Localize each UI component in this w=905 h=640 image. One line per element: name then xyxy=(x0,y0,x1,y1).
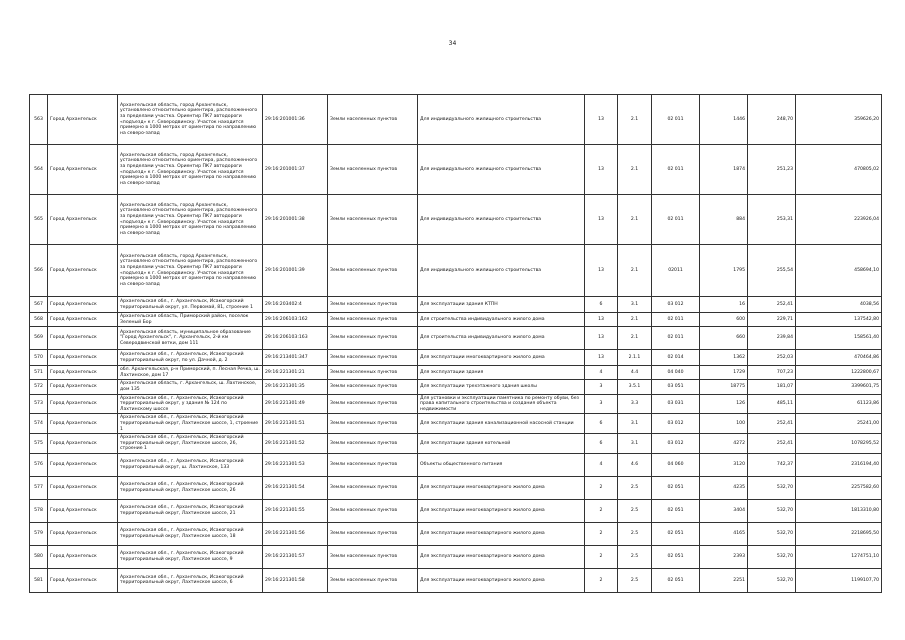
group-cell: 4 xyxy=(585,453,618,476)
district-cell: Город Архангельск xyxy=(48,327,118,350)
group-cell: 4 xyxy=(585,366,618,380)
permitted-use-cell: Для индивидуального жилищного строительства xyxy=(418,145,585,195)
cadastral-number-cell: 29:16:221301:35 xyxy=(263,380,328,394)
table-row xyxy=(30,145,882,195)
table-row xyxy=(30,414,882,434)
rate-cell: 253,31 xyxy=(748,195,796,245)
rate-cell: 485,11 xyxy=(748,394,796,414)
group-cell: 13 xyxy=(585,245,618,297)
rate-cell: 532,70 xyxy=(748,499,796,522)
area-cell: 18775 xyxy=(700,380,748,394)
area-cell: 16 xyxy=(700,297,748,313)
cadastral-number-cell: 29:16:201001:38 xyxy=(263,195,328,245)
rate-cell: 532,70 xyxy=(748,522,796,545)
permitted-use-cell: Для эксплуатации многоквартирного жилого дома xyxy=(418,568,585,592)
code-cell: 2.5 xyxy=(618,476,652,499)
code-cell: 3.1 xyxy=(618,297,652,313)
code-cell: 2.5 xyxy=(618,522,652,545)
cadastral-number-cell: 29:16:221301:51 xyxy=(263,414,328,434)
table-row xyxy=(30,380,882,394)
land-category-cell: Земли населенных пунктов xyxy=(328,313,418,327)
zone-cell: 02 051 xyxy=(652,499,700,522)
address-cell: Архангельская обл., г. Архангельск, Исакогорский территориальный округ, Лахтинское шоссе, 26 xyxy=(118,476,263,499)
zone-cell: 03 012 xyxy=(652,297,700,313)
address-cell: Архангельская обл., г. Архангельск, Исакогорский территориальный округ, Лахтинское шоссе, 26, строение 1 xyxy=(118,434,263,454)
table-row xyxy=(30,366,882,380)
district-cell: Город Архангельск xyxy=(48,476,118,499)
row-number: 572 xyxy=(30,380,48,394)
group-cell: 2 xyxy=(585,499,618,522)
cadastral-value-cell: 359626,20 xyxy=(796,95,882,145)
land-category-cell: Земли населенных пунктов xyxy=(328,568,418,592)
district-cell: Город Архангельск xyxy=(48,350,118,366)
cadastral-number-cell: 29:16:206103:163 xyxy=(263,327,328,350)
cadastral-number-cell: 29:16:201001:39 xyxy=(263,245,328,297)
permitted-use-cell: Для эксплуатации здания КТПН xyxy=(418,297,585,313)
table-row xyxy=(30,434,882,454)
area-cell: 4272 xyxy=(700,434,748,454)
area-cell: 600 xyxy=(700,313,748,327)
address-cell: Архангельская обл., г. Архангельск, Исакогорский территориальный округ, Лахтинское шоссе, 6 xyxy=(118,568,263,592)
district-cell: Город Архангельск xyxy=(48,499,118,522)
table-row xyxy=(30,476,882,499)
row-number: 567 xyxy=(30,297,48,313)
row-number: 574 xyxy=(30,414,48,434)
cadastral-value-cell: 470464,86 xyxy=(796,350,882,366)
zone-cell: 04 060 xyxy=(652,453,700,476)
cadastral-table xyxy=(29,94,882,593)
cadastral-number-cell: 29:16:206103:162 xyxy=(263,313,328,327)
district-cell: Город Архангельск xyxy=(48,434,118,454)
cadastral-number-cell: 29:16:221301:49 xyxy=(263,394,328,414)
land-category-cell: Земли населенных пунктов xyxy=(328,350,418,366)
cadastral-value-cell: 2316194,40 xyxy=(796,453,882,476)
group-cell: 3 xyxy=(585,394,618,414)
row-number: 569 xyxy=(30,327,48,350)
zone-cell: 03 031 xyxy=(652,394,700,414)
row-number: 571 xyxy=(30,366,48,380)
district-cell: Город Архангельск xyxy=(48,245,118,297)
district-cell: Город Архангельск xyxy=(48,195,118,245)
rate-cell: 252,41 xyxy=(748,297,796,313)
code-cell: 2.1 xyxy=(618,327,652,350)
zone-cell: 04 040 xyxy=(652,366,700,380)
area-cell: 1362 xyxy=(700,350,748,366)
permitted-use-cell: Для эксплуатации многоквартирного жилого дома xyxy=(418,350,585,366)
district-cell: Город Архангельск xyxy=(48,453,118,476)
code-cell: 3.5.1 xyxy=(618,380,652,394)
address-cell: Архангельская область, г. Архангельск, ш. Лахтинское, дом 135 xyxy=(118,380,263,394)
cadastral-value-cell: 2257582,60 xyxy=(796,476,882,499)
area-cell: 1874 xyxy=(700,145,748,195)
row-number: 566 xyxy=(30,245,48,297)
rate-cell: 252,03 xyxy=(748,350,796,366)
district-cell: Город Архангельск xyxy=(48,297,118,313)
code-cell: 2.5 xyxy=(618,545,652,568)
cadastral-value-cell: 1078295,52 xyxy=(796,434,882,454)
land-category-cell: Земли населенных пунктов xyxy=(328,453,418,476)
permitted-use-cell: Для эксплуатации здания xyxy=(418,366,585,380)
land-category-cell: Земли населенных пунктов xyxy=(328,380,418,394)
land-category-cell: Земли населенных пунктов xyxy=(328,545,418,568)
group-cell: 13 xyxy=(585,313,618,327)
code-cell: 2.1 xyxy=(618,195,652,245)
rate-cell: 252,41 xyxy=(748,414,796,434)
area-cell: 1795 xyxy=(700,245,748,297)
cadastral-value-cell: 158561,40 xyxy=(796,327,882,350)
land-category-cell: Земли населенных пунктов xyxy=(328,394,418,414)
land-category-cell: Земли населенных пунктов xyxy=(328,414,418,434)
group-cell: 6 xyxy=(585,434,618,454)
cadastral-number-cell: 29:16:221301:58 xyxy=(263,568,328,592)
cadastral-value-cell: 4038,56 xyxy=(796,297,882,313)
district-cell: Город Архангельск xyxy=(48,522,118,545)
area-cell: 3404 xyxy=(700,499,748,522)
zone-cell: 02 051 xyxy=(652,522,700,545)
address-cell: Архангельская область, город Архангельск, установлено относительно ориентира, расположенного за пределами участка. Ориентир ПК7 автодороги «подъезд» к г. Северодвинску. Участок находится примерно в 1000 метрах от ориентира по направлению на северо-запад xyxy=(118,145,263,195)
address-cell: Архангельская обл., г. Архангельск, Исакогорский территориальный округ, Лахтинское шоссе, 18 xyxy=(118,522,263,545)
row-number: 578 xyxy=(30,499,48,522)
cadastral-number-cell: 29:16:221301:54 xyxy=(263,476,328,499)
group-cell: 2 xyxy=(585,522,618,545)
land-category-cell: Земли населенных пунктов xyxy=(328,195,418,245)
table-row xyxy=(30,297,882,313)
rate-cell: 229,71 xyxy=(748,313,796,327)
table-body xyxy=(30,95,882,593)
permitted-use-cell: Для индивидуального жилищного строительства xyxy=(418,245,585,297)
code-cell: 2.5 xyxy=(618,499,652,522)
address-cell: Архангельская обл., г. Архангельск, Исакогорский территориальный округ, у здания № 124 по Лахтинскому шоссе xyxy=(118,394,263,414)
permitted-use-cell: Для индивидуального жилищного строительства xyxy=(418,95,585,145)
code-cell: 2.1 xyxy=(618,95,652,145)
land-category-cell: Земли населенных пунктов xyxy=(328,522,418,545)
code-cell: 2.1 xyxy=(618,313,652,327)
rate-cell: 248,70 xyxy=(748,95,796,145)
district-cell: Город Архангельск xyxy=(48,568,118,592)
land-category-cell: Земли населенных пунктов xyxy=(328,434,418,454)
group-cell: 13 xyxy=(585,195,618,245)
district-cell: Город Архангельск xyxy=(48,145,118,195)
cadastral-value-cell: 2218695,50 xyxy=(796,522,882,545)
cadastral-value-cell: 1813310,80 xyxy=(796,499,882,522)
cadastral-number-cell: 29:16:221301:57 xyxy=(263,545,328,568)
zone-cell: 02 051 xyxy=(652,568,700,592)
area-cell: 4165 xyxy=(700,522,748,545)
zone-cell: 02 011 xyxy=(652,145,700,195)
area-cell: 3120 xyxy=(700,453,748,476)
zone-cell: 02 011 xyxy=(652,95,700,145)
permitted-use-cell: Для эксплуатации многоквартирного жилого дома xyxy=(418,476,585,499)
group-cell: 2 xyxy=(585,568,618,592)
group-cell: 13 xyxy=(585,145,618,195)
zone-cell: 02 051 xyxy=(652,545,700,568)
cadastral-number-cell: 29:16:221301:53 xyxy=(263,453,328,476)
address-cell: Архангельская обл., г. Архангельск, Исакогорский территориальный округ, Лахтинское шоссе, 21 xyxy=(118,499,263,522)
code-cell: 3.1 xyxy=(618,414,652,434)
zone-cell: 02 011 xyxy=(652,327,700,350)
row-number: 579 xyxy=(30,522,48,545)
row-number: 581 xyxy=(30,568,48,592)
district-cell: Город Архангельск xyxy=(48,380,118,394)
group-cell: 13 xyxy=(585,350,618,366)
zone-cell: 03 051 xyxy=(652,380,700,394)
cadastral-value-cell: 137542,80 xyxy=(796,313,882,327)
zone-cell: 02011 xyxy=(652,245,700,297)
permitted-use-cell: Для строительства индивидуального жилого дома xyxy=(418,327,585,350)
rate-cell: 707,23 xyxy=(748,366,796,380)
cadastral-number-cell: 29:16:221301:55 xyxy=(263,499,328,522)
cadastral-value-cell: 1274751,10 xyxy=(796,545,882,568)
row-number: 570 xyxy=(30,350,48,366)
land-category-cell: Земли населенных пунктов xyxy=(328,297,418,313)
row-number: 565 xyxy=(30,195,48,245)
table-row xyxy=(30,245,882,297)
rate-cell: 532,70 xyxy=(748,545,796,568)
row-number: 564 xyxy=(30,145,48,195)
cadastral-value-cell: 470805,02 xyxy=(796,145,882,195)
table-row xyxy=(30,522,882,545)
cadastral-value-cell: 223926,04 xyxy=(796,195,882,245)
district-cell: Город Архангельск xyxy=(48,545,118,568)
page-number: 34 xyxy=(448,40,457,47)
cadastral-number-cell: 29:16:213401:347 xyxy=(263,350,328,366)
table-row xyxy=(30,453,882,476)
area-cell: 660 xyxy=(700,327,748,350)
cadastral-number-cell: 29:16:221301:56 xyxy=(263,522,328,545)
row-number: 577 xyxy=(30,476,48,499)
district-cell: Город Архангельск xyxy=(48,313,118,327)
address-cell: Архангельская область, город Архангельск, установлено относительно ориентира, расположенного за пределами участка. Ориентир ПК7 автодороги «подъезд» к г. Северодвинску. Участок находится примерно в 1000 метрах от ориентира по направлению на северо-запад xyxy=(118,245,263,297)
cadastral-value-cell: 25241,00 xyxy=(796,414,882,434)
cadastral-value-cell: 61123,86 xyxy=(796,394,882,414)
row-number: 563 xyxy=(30,95,48,145)
zone-cell: 02 014 xyxy=(652,350,700,366)
area-cell: 884 xyxy=(700,195,748,245)
land-category-cell: Земли населенных пунктов xyxy=(328,245,418,297)
rate-cell: 255,54 xyxy=(748,245,796,297)
permitted-use-cell: Для эксплуатации здания котельной xyxy=(418,434,585,454)
table-row xyxy=(30,568,882,592)
row-number: 576 xyxy=(30,453,48,476)
group-cell: 13 xyxy=(585,327,618,350)
row-number: 573 xyxy=(30,394,48,414)
rate-cell: 251,23 xyxy=(748,145,796,195)
rate-cell: 742,37 xyxy=(748,453,796,476)
cadastral-value-cell: 458694,10 xyxy=(796,245,882,297)
cadastral-value-cell: 1222800,67 xyxy=(796,366,882,380)
row-number: 580 xyxy=(30,545,48,568)
permitted-use-cell: Для эксплуатации трехэтажного здания школы xyxy=(418,380,585,394)
land-category-cell: Земли населенных пунктов xyxy=(328,476,418,499)
zone-cell: 03 012 xyxy=(652,434,700,454)
permitted-use-cell: Объекты общественного питания xyxy=(418,453,585,476)
table-row xyxy=(30,327,882,350)
code-cell: 2.1.1 xyxy=(618,350,652,366)
land-category-cell: Земли населенных пунктов xyxy=(328,327,418,350)
cadastral-number-cell: 29:16:221301:52 xyxy=(263,434,328,454)
permitted-use-cell: Для эксплуатации многоквартирного жилого дома xyxy=(418,499,585,522)
area-cell: 4235 xyxy=(700,476,748,499)
table-row xyxy=(30,195,882,245)
address-cell: Архангельская обл., г. Архангельск, Исакогорский территориальный округ, Лахтинское шоссе, 9 xyxy=(118,545,263,568)
district-cell: Город Архангельск xyxy=(48,394,118,414)
group-cell: 6 xyxy=(585,297,618,313)
cadastral-number-cell: 29:16:201001:36 xyxy=(263,95,328,145)
cadastral-number-cell: 29:16:201001:37 xyxy=(263,145,328,195)
table-row xyxy=(30,394,882,414)
address-cell: Архангельская обл., г. Архангельск, Исакогорский территориальный округ, по ул. Дачной, д. 2 xyxy=(118,350,263,366)
land-category-cell: Земли населенных пунктов xyxy=(328,366,418,380)
code-cell: 3.3 xyxy=(618,394,652,414)
group-cell: 2 xyxy=(585,545,618,568)
group-cell: 2 xyxy=(585,476,618,499)
land-category-cell: Земли населенных пунктов xyxy=(328,95,418,145)
rate-cell: 252,41 xyxy=(748,434,796,454)
land-category-cell: Земли населенных пунктов xyxy=(328,499,418,522)
address-cell: обл. Архангельская, р-н Приморский, п. Лесная Речка, ш. Лахтинское, дом 17 xyxy=(118,366,263,380)
address-cell: Архангельская обл., г. Архангельск, Исакогорский территориальный округ, ш. Лахтинское, 133 xyxy=(118,453,263,476)
rate-cell: 239,84 xyxy=(748,327,796,350)
district-cell: Город Архангельск xyxy=(48,95,118,145)
table-row xyxy=(30,95,882,145)
address-cell: Архангельская область, город Архангельск, установлено относительно ориентира, расположенного за пределами участка. Ориентир ПК7 автодороги «подъезд» к г. Северодвинску. Участок находится примерно в 1000 метрах от ориентира по направлению на северо-запад xyxy=(118,195,263,245)
table-row xyxy=(30,499,882,522)
code-cell: 2.1 xyxy=(618,145,652,195)
area-cell: 1729 xyxy=(700,366,748,380)
cadastral-value-cell: 1199107,70 xyxy=(796,568,882,592)
permitted-use-cell: Для эксплуатации здания канализационной насосной станции xyxy=(418,414,585,434)
address-cell: Архангельская область, город Архангельск, установлено относительно ориентира, расположенного за пределами участка. Ориентир ПК7 автодороги «подъезд» к г. Северодвинску. Участок находится примерно в 1000 метрах от ориентира по направлению на северо-запад xyxy=(118,95,263,145)
group-cell: 6 xyxy=(585,414,618,434)
row-number: 568 xyxy=(30,313,48,327)
district-cell: Город Архангельск xyxy=(48,414,118,434)
district-cell: Город Архангельск xyxy=(48,366,118,380)
area-cell: 126 xyxy=(700,394,748,414)
permitted-use-cell: Для эксплуатации многоквартирного жилого дома xyxy=(418,545,585,568)
code-cell: 4.6 xyxy=(618,453,652,476)
zone-cell: 02 011 xyxy=(652,195,700,245)
permitted-use-cell: Для строительства индивидуального жилого дома xyxy=(418,313,585,327)
group-cell: 3 xyxy=(585,380,618,394)
land-category-cell: Земли населенных пунктов xyxy=(328,145,418,195)
area-cell: 100 xyxy=(700,414,748,434)
area-cell: 1446 xyxy=(700,95,748,145)
table-row xyxy=(30,545,882,568)
code-cell: 3.1 xyxy=(618,434,652,454)
cadastral-number-cell: 29:16:203402:4 xyxy=(263,297,328,313)
group-cell: 13 xyxy=(585,95,618,145)
area-cell: 2251 xyxy=(700,568,748,592)
permitted-use-cell: Для индивидуального жилищного строительства xyxy=(418,195,585,245)
code-cell: 4.4 xyxy=(618,366,652,380)
rate-cell: 532,70 xyxy=(748,568,796,592)
address-cell: Архангельская область, Приморский район, поселок Зеленый Бор xyxy=(118,313,263,327)
zone-cell: 02 011 xyxy=(652,313,700,327)
zone-cell: 02 051 xyxy=(652,476,700,499)
cadastral-number-cell: 29:16:221301:21 xyxy=(263,366,328,380)
address-cell: Архангельская обл., г. Архангельск, Исакогорский территориальный округ, ул. Первомай, 81, строение 1 xyxy=(118,297,263,313)
rate-cell: 181,07 xyxy=(748,380,796,394)
table-row xyxy=(30,350,882,366)
zone-cell: 03 012 xyxy=(652,414,700,434)
row-number: 575 xyxy=(30,434,48,454)
permitted-use-cell: Для установки и эксплуатации памятника по ремонту обуви, без права капитального строительства и создания объекта недвижимости xyxy=(418,394,585,414)
address-cell: Архангельская область, муниципальное образование "Город Архангельск", г. Архангельск, 2-й км Северодвинской ветки, дом 111 xyxy=(118,327,263,350)
cadastral-value-cell: 3399601,75 xyxy=(796,380,882,394)
rate-cell: 532,70 xyxy=(748,476,796,499)
permitted-use-cell: Для эксплуатации многоквартирного жилого дома xyxy=(418,522,585,545)
area-cell: 2393 xyxy=(700,545,748,568)
code-cell: 2.1 xyxy=(618,245,652,297)
code-cell: 2.5 xyxy=(618,568,652,592)
address-cell: Архангельская обл., г. Архангельск, Исакогорский территориальный округ, Лахтинское шоссе, 1, строение 1 xyxy=(118,414,263,434)
table-row xyxy=(30,313,882,327)
